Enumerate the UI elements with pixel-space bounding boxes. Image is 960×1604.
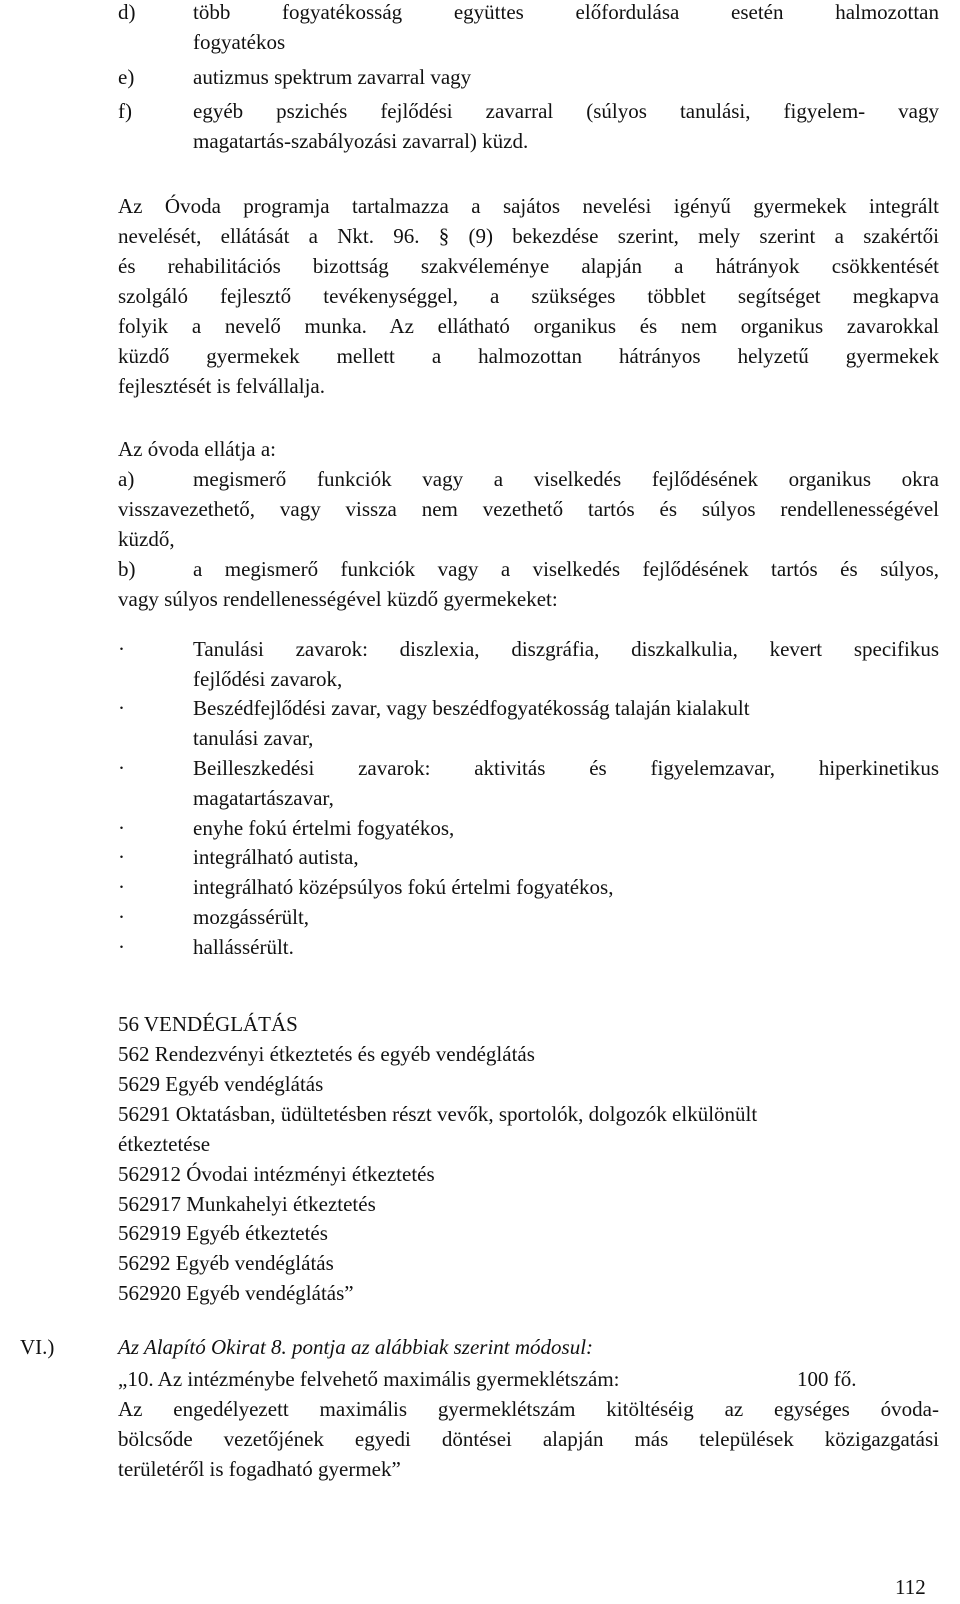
bullet-marker: ·	[118, 696, 125, 720]
bullet-text: integrálható autista,	[193, 845, 359, 869]
section-number: VI.)	[20, 1335, 55, 1359]
list-text: fogyatékos	[193, 30, 286, 54]
code-line: 562917 Munkahelyi étkeztetés	[118, 1192, 376, 1216]
paragraph-line: és rehabilitációs bizottság szakvéleménye alapján a hátrányok csökkentését	[118, 254, 939, 278]
bullet-marker: ·	[118, 816, 125, 840]
capacity-value: 100 fő.	[797, 1367, 857, 1391]
section-line: bölcsőde vezetőjének egyedi döntései alapján más települések közigazgatási	[118, 1427, 939, 1451]
paragraph-line: Az Óvoda programja tartalmazza a sajátos nevelési igényű gyermekek integrált	[118, 194, 939, 218]
list-label: d)	[118, 0, 136, 24]
code-line: 56292 Egyéb vendéglátás	[118, 1251, 334, 1275]
bullet-marker: ·	[118, 756, 125, 780]
paragraph-line: szolgáló fejlesztő tevékenységgel, a szükséges többlet segítséget megkapva	[118, 284, 939, 308]
list-label: f)	[118, 99, 132, 123]
code-line: 562912 Óvodai intézményi étkeztetés	[118, 1162, 435, 1186]
bullet-text: mozgássérült,	[193, 905, 310, 929]
bullet-marker: ·	[118, 935, 125, 959]
care-item-b-text: a megismerő funkciók vagy a viselkedés fejlődésének tartós és súlyos,	[193, 557, 939, 581]
list-text: autizmus spektrum zavarral vagy	[193, 65, 472, 89]
page-number: 112	[895, 1575, 926, 1599]
section-heading: Az Alapító Okirat 8. pontja az alábbiak szerint módosul:	[118, 1335, 594, 1359]
code-line: 56 VENDÉGLÁTÁS	[118, 1012, 298, 1036]
care-item-b-label: b)	[118, 557, 136, 581]
care-item-b-text: vagy súlyos rendellenességével küzdő gyermekeket:	[118, 587, 558, 611]
paragraph-line: fejlesztését is felvállalja.	[118, 374, 325, 398]
bullet-marker: ·	[118, 905, 125, 929]
care-intro: Az óvoda ellátja a:	[118, 437, 277, 461]
bullet-text: Beszédfejlődési zavar, vagy beszédfogyatékosság talaján kialakult	[193, 696, 750, 720]
list-text: magatartás-szabályozási zavarral) küzd.	[193, 129, 529, 153]
bullet-text: magatartászavar,	[193, 786, 334, 810]
paragraph-line: küzdő gyermekek mellett a halmozottan hátrányos helyzetű gyermekek	[118, 344, 939, 368]
care-item-a-label: a)	[118, 467, 135, 491]
bullet-marker: ·	[118, 637, 125, 661]
bullet-text: Beilleszkedési zavarok: aktivitás és figyelemzavar, hiperkinetikus	[193, 756, 939, 780]
code-line: 562920 Egyéb vendéglátás”	[118, 1281, 354, 1305]
care-item-a-text: küzdő,	[118, 527, 175, 551]
bullet-text: enyhe fokú értelmi fogyatékos,	[193, 816, 455, 840]
bullet-marker: ·	[118, 845, 125, 869]
bullet-marker: ·	[118, 875, 125, 899]
code-line: 562 Rendezvényi étkeztetés és egyéb vendéglátás	[118, 1042, 535, 1066]
code-line: 562919 Egyéb étkeztetés	[118, 1221, 328, 1245]
bullet-text: hallássérült.	[193, 935, 294, 959]
list-label: e)	[118, 65, 135, 89]
capacity-label: „10. Az intézménybe felvehető maximális gyermeklétszám:	[118, 1367, 620, 1391]
list-text: egyéb pszichés fejlődési zavarral (súlyos tanulási, figyelem- vagy	[193, 99, 939, 123]
section-line: Az engedélyezett maximális gyermeklétszám kitöltéséig az egységes óvoda-	[118, 1397, 939, 1421]
code-line: étkeztetése	[118, 1132, 211, 1156]
section-line: területéről is fogadható gyermek”	[118, 1457, 401, 1481]
bullet-text: integrálható középsúlyos fokú értelmi fogyatékos,	[193, 875, 614, 899]
care-item-a-text: visszavezethető, vagy vissza nem vezethető tartós és súlyos rendellenességével	[118, 497, 939, 521]
care-item-a-text: megismerő funkciók vagy a viselkedés fejlődésének organikus okra	[193, 467, 939, 491]
bullet-text: tanulási zavar,	[193, 726, 314, 750]
bullet-text: Tanulási zavarok: diszlexia, diszgráfia, diszkalkulia, kevert specifikus	[193, 637, 939, 661]
code-line: 5629 Egyéb vendéglátás	[118, 1072, 324, 1096]
code-line: 56291 Oktatásban, üdültetésben részt vevők, sportolók, dolgozók elkülönült	[118, 1102, 758, 1126]
bullet-text: fejlődési zavarok,	[193, 667, 343, 691]
list-text: több fogyatékosság együttes előfordulása esetén halmozottan	[193, 0, 939, 24]
paragraph-line: folyik a nevelő munka. Az ellátható organikus és nem organikus zavarokkal	[118, 314, 939, 338]
paragraph-line: nevelését, ellátását a Nkt. 96. § (9) bekezdése szerint, mely szerint a szakértői	[118, 224, 939, 248]
